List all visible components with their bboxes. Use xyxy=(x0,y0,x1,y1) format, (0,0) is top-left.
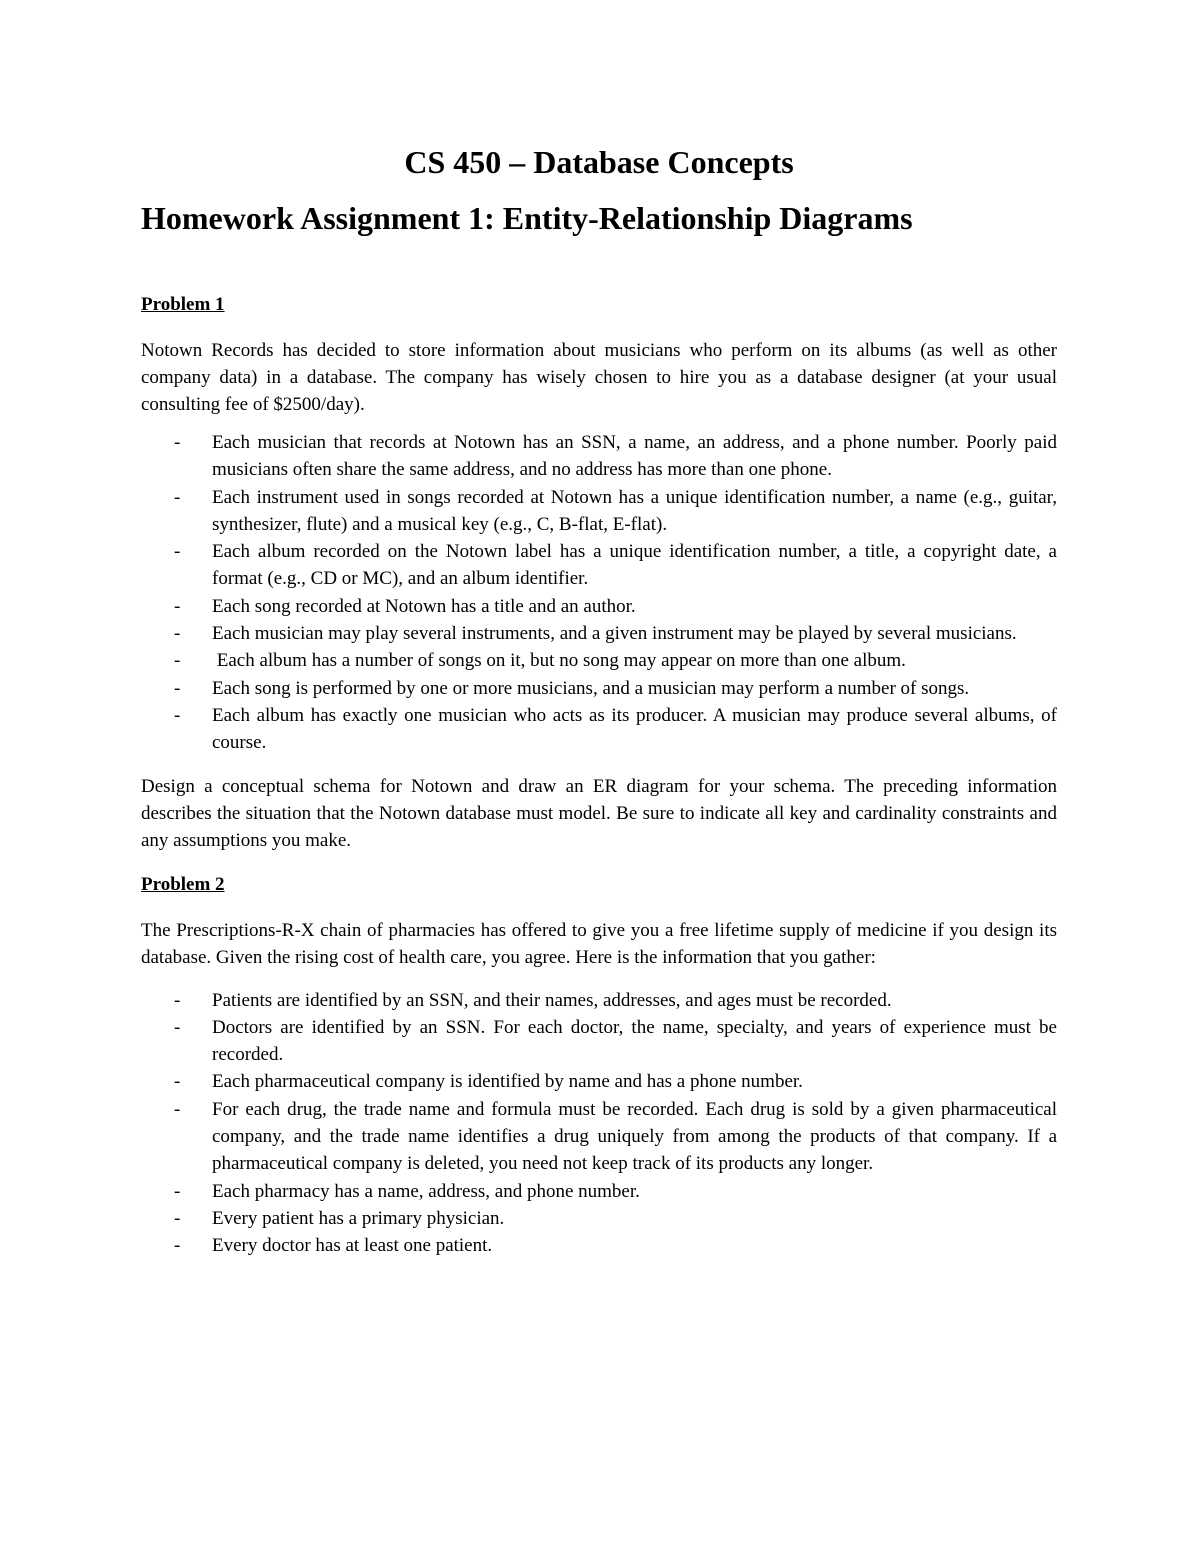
problem-1-heading: Problem 1 xyxy=(141,294,225,315)
bullet-dash: - xyxy=(174,1016,181,1038)
list-item-text: Each musician that records at Notown has an SSN, a name, an address, and a phone number. Poorly paid musicians often share the same address, and no address has more than one phone. xyxy=(212,432,1057,481)
list-item xyxy=(141,593,1057,620)
list-item-text: Each album has a number of songs on it, but no song may appear on more than one album. xyxy=(212,650,906,672)
list-item xyxy=(141,702,1057,757)
problem-1-closing: Design a conceptual schema for Notown and draw an ER diagram for your schema. The preceding information describes the situation that the Notown database must model. Be sure to indicate all key and cardinality constraints and any assumptions you make. xyxy=(141,775,1057,851)
list-item-text: Each musician may play several instruments, and a given instrument may be played by several musicians. xyxy=(212,623,1017,645)
bullet-dash: - xyxy=(174,541,181,563)
list-item xyxy=(141,647,1057,674)
problem-2-heading: Problem 2 xyxy=(141,873,225,895)
list-item xyxy=(141,1205,1057,1232)
document-subtitle: Homework Assignment 1: Entity-Relationship Diagrams xyxy=(141,200,913,236)
bullet-dash: - xyxy=(174,1071,181,1093)
list-item-text: Each album has exactly one musician who acts as its producer. A musician may produce several albums, of course. xyxy=(212,704,1057,754)
list-item xyxy=(141,484,1057,539)
list-item-text: Each pharmaceutical company is identified by name and has a phone number. xyxy=(212,1071,803,1093)
problem-2-intro: The Prescriptions-R-X chain of pharmacies has offered to give you a free lifetime supply of medicine if you design its database. Given the rising cost of health care, you agree. Here is the information that you gather: xyxy=(141,919,1057,968)
list-item-text: Every patient has a primary physician. xyxy=(212,1207,505,1229)
problem-2-section xyxy=(141,872,1057,1260)
list-item xyxy=(141,538,1057,593)
list-item-text: Every doctor has at least one patient. xyxy=(212,1235,493,1257)
list-item xyxy=(141,675,1057,702)
list-item-text: Patients are identified by an SSN, and their names, addresses, and ages must be recorded. xyxy=(212,989,892,1011)
problem-1-bullet-list xyxy=(141,429,1057,757)
list-item-text: Each pharmacy has a name, address, and phone number. xyxy=(212,1180,640,1202)
bullet-dash: - xyxy=(174,623,181,645)
list-item xyxy=(141,1014,1057,1069)
problem-1-section xyxy=(141,292,1057,854)
bullet-dash: - xyxy=(174,486,181,508)
list-item-text: Each instrument used in songs recorded at Notown has a unique identification number, a name (e.g., guitar, synthesizer, flute) and a musical key (e.g., C, B-flat, E-flat). xyxy=(212,486,1057,535)
list-item xyxy=(141,1178,1057,1205)
bullet-dash: - xyxy=(174,704,181,726)
bullet-dash: - xyxy=(174,1235,181,1257)
bullet-dash: - xyxy=(174,432,181,453)
list-item-text: For each drug, the trade name and formula must be recorded. Each drug is sold by a given pharmaceutical company, and the trade name identifies a drug uniquely from among the products of that company. If a pharmaceutical company is deleted, you need not keep track of its products any longer. xyxy=(212,1098,1057,1175)
list-item-text: Doctors are identified by an SSN. For each doctor, the name, specialty, and years of experience must be recorded. xyxy=(212,1016,1057,1066)
list-item xyxy=(141,987,1057,1014)
problem-2-bullet-list xyxy=(141,987,1057,1260)
list-item xyxy=(141,1096,1057,1178)
bullet-dash: - xyxy=(174,1180,181,1202)
list-item xyxy=(141,620,1057,647)
list-item xyxy=(141,1068,1057,1095)
document-page xyxy=(141,140,1057,1260)
list-item-text: Each song is performed by one or more musicians, and a musician may perform a number of songs. xyxy=(212,677,970,699)
list-item-text: Each song recorded at Notown has a title and an author. xyxy=(212,595,636,617)
bullet-dash: - xyxy=(174,677,181,699)
list-item-text: Each album recorded on the Notown label has a unique identification number, a title, a copyright date, a format (e.g., CD or MC), and an album identifier. xyxy=(212,541,1057,590)
problem-1-intro: Notown Records has decided to store information about musicians who perform on its albums (as well as other company data) in a database. The company has wisely chosen to hire you as a database designer (at your usual consulting fee of $2500/day). xyxy=(141,340,1057,415)
list-item xyxy=(141,429,1057,484)
bullet-dash: - xyxy=(174,1098,181,1120)
list-item xyxy=(141,1232,1057,1259)
bullet-dash: - xyxy=(174,595,181,617)
bullet-dash: - xyxy=(174,1207,181,1229)
document-title: CS 450 – Database Concepts xyxy=(404,144,794,180)
bullet-dash: - xyxy=(174,650,181,672)
bullet-dash: - xyxy=(174,989,181,1011)
